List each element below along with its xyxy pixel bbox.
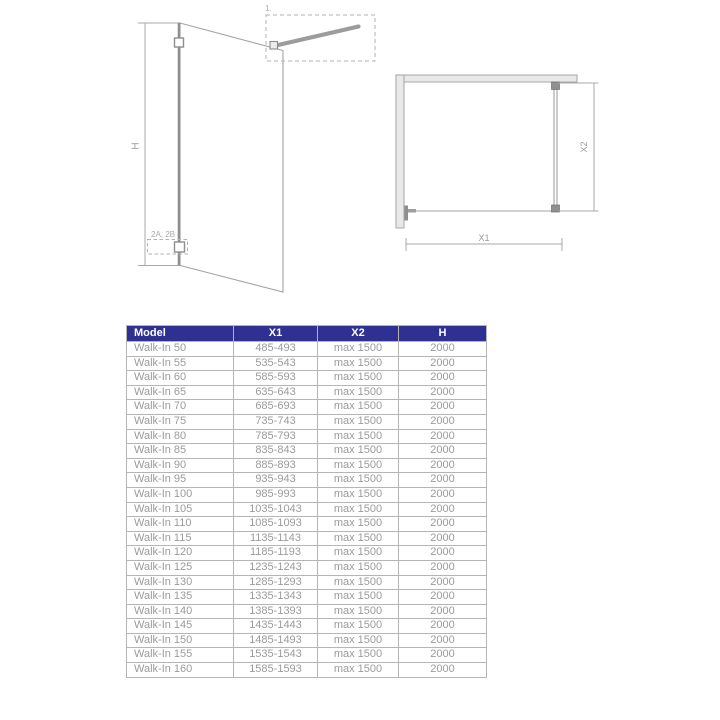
x1-cell: 635-643: [234, 385, 318, 400]
model-cell: Walk-In 80: [127, 429, 234, 444]
x2-cell: max 1500: [318, 356, 399, 371]
x2-cell: max 1500: [318, 400, 399, 415]
x1-cell: 1385-1393: [234, 604, 318, 619]
spec-table-body: [127, 342, 487, 678]
h-cell: 2000: [399, 575, 487, 590]
glass-panel: [180, 23, 283, 292]
x2-cell: max 1500: [318, 371, 399, 386]
x2-cell: max 1500: [318, 444, 399, 459]
h-cell: 2000: [399, 648, 487, 663]
x1-cell: 585-593: [234, 371, 318, 386]
model-cell: Walk-In 160: [127, 663, 234, 678]
top-view-drawing: [396, 75, 599, 251]
model-cell: Walk-In 50: [127, 342, 234, 357]
model-cell: Walk-In 75: [127, 414, 234, 429]
h-cell: 2000: [399, 414, 487, 429]
model-cell: Walk-In 70: [127, 400, 234, 415]
h-cell: 2000: [399, 560, 487, 575]
x2-cell: max 1500: [318, 663, 399, 678]
model-cell: Walk-In 55: [127, 356, 234, 371]
h-cell: 2000: [399, 502, 487, 517]
x1-cell: 835-843: [234, 444, 318, 459]
glass-panel-plan: [554, 89, 557, 206]
table-row: [127, 633, 487, 648]
h-cell: 2000: [399, 444, 487, 459]
model-cell: Walk-In 125: [127, 560, 234, 575]
h-cell: 2000: [399, 546, 487, 561]
table-row: [127, 400, 487, 415]
model-cell: Walk-In 130: [127, 575, 234, 590]
support-bar: [276, 27, 359, 46]
x2-cell: max 1500: [318, 342, 399, 357]
x2-cell: max 1500: [318, 458, 399, 473]
x2-cell: max 1500: [318, 648, 399, 663]
h-cell: 2000: [399, 473, 487, 488]
h-cell: 2000: [399, 400, 487, 415]
wall-top: [396, 75, 577, 82]
profile-clamp-top: [175, 38, 184, 47]
col-header-x1: X1: [234, 326, 318, 342]
table-header: [127, 326, 487, 342]
table-row: [127, 356, 487, 371]
table-row: [127, 604, 487, 619]
model-cell: Walk-In 95: [127, 473, 234, 488]
model-cell: Walk-In 150: [127, 633, 234, 648]
x1-cell: 1485-1493: [234, 633, 318, 648]
h-cell: 2000: [399, 371, 487, 386]
detail-2-label: 2A, 2B: [151, 230, 176, 239]
model-cell: Walk-In 100: [127, 487, 234, 502]
x1-cell: 1435-1443: [234, 619, 318, 634]
table-row: [127, 385, 487, 400]
h-cell: 2000: [399, 633, 487, 648]
model-cell: Walk-In 60: [127, 371, 234, 386]
x2-cell: max 1500: [318, 604, 399, 619]
x2-cell: max 1500: [318, 487, 399, 502]
x1-cell: 1035-1043: [234, 502, 318, 517]
x1-dim-label: X1: [478, 233, 490, 243]
x2-cell: max 1500: [318, 517, 399, 532]
table-row: [127, 429, 487, 444]
detail-1-label: 1.: [265, 4, 272, 13]
table-row: [127, 502, 487, 517]
x2-cell: max 1500: [318, 575, 399, 590]
x2-cell: max 1500: [318, 619, 399, 634]
h-cell: 2000: [399, 385, 487, 400]
x1-cell: 535-543: [234, 356, 318, 371]
x1-cell: 485-493: [234, 342, 318, 357]
x2-cell: max 1500: [318, 502, 399, 517]
x2-cell: max 1500: [318, 473, 399, 488]
x1-cell: 1535-1543: [234, 648, 318, 663]
col-header-x2: X2: [318, 326, 399, 342]
col-header-h: H: [399, 326, 487, 342]
model-cell: Walk-In 110: [127, 517, 234, 532]
model-cell: Walk-In 65: [127, 385, 234, 400]
x1-cell: 785-793: [234, 429, 318, 444]
table-row: [127, 444, 487, 459]
h-cell: 2000: [399, 590, 487, 605]
x1-cell: 1135-1143: [234, 531, 318, 546]
table-row: [127, 575, 487, 590]
support-bar-connector: [270, 42, 278, 50]
table-row: [127, 531, 487, 546]
x2-dim-label: X2: [579, 141, 589, 153]
x1-cell: 1585-1593: [234, 663, 318, 678]
wall-left: [396, 75, 404, 228]
model-cell: Walk-In 115: [127, 531, 234, 546]
table-row: [127, 619, 487, 634]
model-cell: Walk-In 105: [127, 502, 234, 517]
technical-drawings: [0, 0, 720, 320]
x1-cell: 1185-1193: [234, 546, 318, 561]
height-dim-label: H: [130, 142, 142, 150]
h-cell: 2000: [399, 531, 487, 546]
x1-cell: 1335-1343: [234, 590, 318, 605]
table-row: [127, 458, 487, 473]
model-cell: Walk-In 120: [127, 546, 234, 561]
table-row: [127, 487, 487, 502]
table-row: [127, 546, 487, 561]
h-cell: 2000: [399, 517, 487, 532]
table-row: [127, 517, 487, 532]
x1-cell: 685-693: [234, 400, 318, 415]
front-view-drawing: [131, 4, 376, 292]
h-cell: 2000: [399, 458, 487, 473]
x2-cell: max 1500: [318, 385, 399, 400]
x2-cell: max 1500: [318, 414, 399, 429]
model-cell: Walk-In 90: [127, 458, 234, 473]
header-row: [127, 326, 487, 342]
shower-area-outline: [404, 82, 558, 211]
x1-cell: 1235-1243: [234, 560, 318, 575]
h-cell: 2000: [399, 356, 487, 371]
h-cell: 2000: [399, 604, 487, 619]
x2-cell: max 1500: [318, 560, 399, 575]
col-header-model: Model: [127, 326, 234, 342]
h-cell: 2000: [399, 487, 487, 502]
x2-cell: max 1500: [318, 633, 399, 648]
model-cell: Walk-In 145: [127, 619, 234, 634]
x1-cell: 985-993: [234, 487, 318, 502]
h-cell: 2000: [399, 619, 487, 634]
table-row: [127, 663, 487, 678]
table-row: [127, 648, 487, 663]
table-row: [127, 414, 487, 429]
model-cell: Walk-In 85: [127, 444, 234, 459]
x1-cell: 1085-1093: [234, 517, 318, 532]
table-row: [127, 590, 487, 605]
x2-cell: max 1500: [318, 531, 399, 546]
table-row: [127, 342, 487, 357]
x2-cell: max 1500: [318, 429, 399, 444]
x1-cell: 885-893: [234, 458, 318, 473]
h-cell: 2000: [399, 663, 487, 678]
dimension-table: [126, 325, 487, 678]
model-cell: Walk-In 140: [127, 604, 234, 619]
detail-1-box: [266, 15, 375, 61]
table-row: [127, 473, 487, 488]
x1-cell: 935-943: [234, 473, 318, 488]
h-cell: 2000: [399, 342, 487, 357]
x1-cell: 1285-1293: [234, 575, 318, 590]
x1-cell: 735-743: [234, 414, 318, 429]
model-cell: Walk-In 135: [127, 590, 234, 605]
table-row: [127, 560, 487, 575]
x2-cell: max 1500: [318, 546, 399, 561]
profile-clamp-bottom: [175, 242, 185, 252]
table-row: [127, 371, 487, 386]
x2-cell: max 1500: [318, 590, 399, 605]
wall-profile-plan: [405, 206, 417, 221]
h-cell: 2000: [399, 429, 487, 444]
model-cell: Walk-In 155: [127, 648, 234, 663]
spec-table-container: [126, 325, 487, 678]
